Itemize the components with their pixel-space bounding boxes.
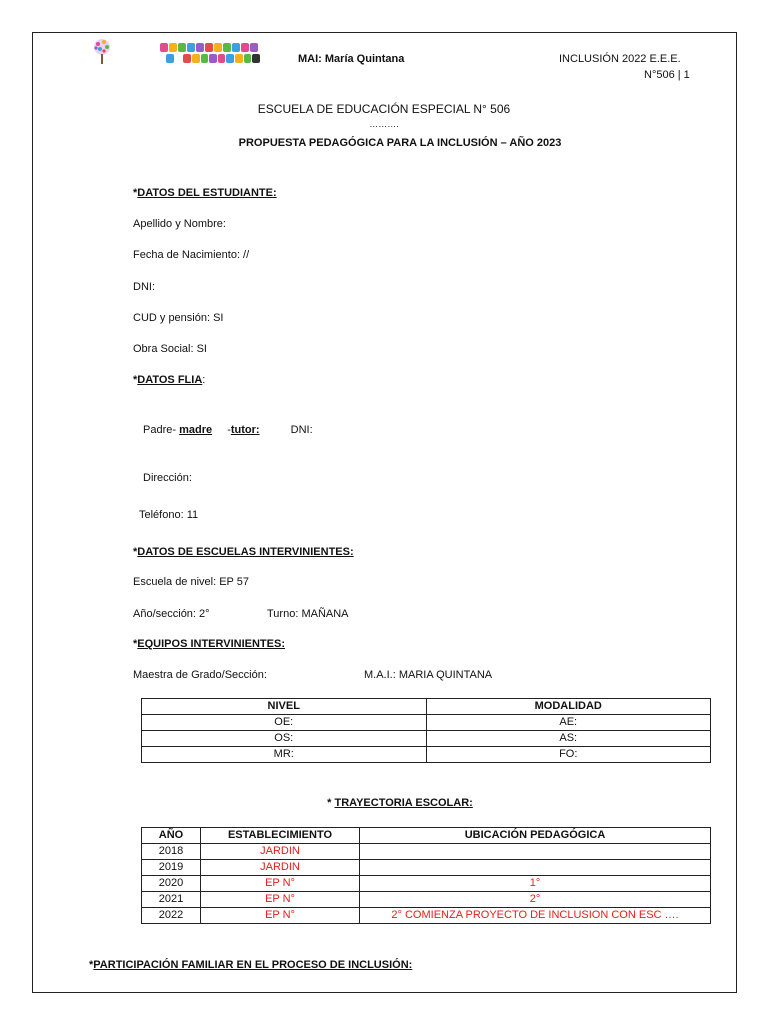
table-row (142, 892, 711, 908)
proposal-title: PROPUESTA PEDAGÓGICA PARA LA INCLUSIÓN – AÑO 2023 (238, 137, 562, 149)
schools-heading: *DATOS DE ESCUELAS INTERVINIENTES: (133, 546, 354, 558)
cell-ano: 2022 (142, 908, 201, 924)
schools-seccion: Año/sección: 2° (133, 608, 210, 620)
student-apellido: Apellido y Nombre: (133, 218, 226, 230)
teams-heading: *EQUIPOS INTERVINIENTES: (133, 638, 285, 650)
cell-ubicacion (360, 844, 711, 860)
header-ano: AÑO (142, 828, 201, 844)
cell-ubicacion: 2° (360, 892, 711, 908)
cell-establecimiento: JARDIN (201, 844, 360, 860)
table-row (142, 844, 711, 860)
school-name: ESCUELA DE EDUCACIÓN ESPECIAL N° 506 (257, 102, 511, 116)
student-cud: CUD y pensión: SI (133, 312, 224, 324)
cell-modalidad: AS: (426, 731, 711, 747)
cell-ubicacion: 2° COMIENZA PROYECTO DE INCLUSION CON ESC …. (360, 908, 711, 924)
cell-ubicacion (360, 860, 711, 876)
student-dni: DNI: (133, 281, 155, 293)
cell-ano: 2019 (142, 860, 201, 876)
header-inclusion: INCLUSIÓN 2022 E.E.E. (559, 53, 681, 65)
table-row (142, 876, 711, 892)
student-heading: *DATOS DEL ESTUDIANTE: (133, 187, 277, 199)
participation-heading: *PARTICIPACIÓN FAMILIAR EN EL PROCESO DE INCLUSIÓN: (89, 959, 413, 971)
family-telefono: Teléfono: 11 (139, 509, 199, 521)
school-dots: ………. (369, 119, 399, 129)
cell-nivel: OS: (142, 731, 427, 747)
cell-establecimiento: EP N° (201, 876, 360, 892)
cell-nivel: OE: (142, 715, 427, 731)
header-nivel: NIVEL (142, 699, 427, 715)
teams-mai: M.A.I.: MARIA QUINTANA (364, 669, 493, 681)
trajectory-table (141, 827, 711, 924)
schools-turno: Turno: MAÑANA (267, 608, 349, 620)
table-row (142, 747, 711, 763)
teams-table (141, 698, 711, 763)
flower-tree-icon (89, 38, 115, 66)
table-header-row (142, 828, 711, 844)
student-obra: Obra Social: SI (133, 343, 207, 355)
cell-modalidad: AE: (426, 715, 711, 731)
cell-establecimiento: JARDIN (201, 860, 360, 876)
header-page-number: N°506 | 1 (644, 69, 690, 81)
cell-ubicacion: 1° (360, 876, 711, 892)
cell-nivel: MR: (142, 747, 427, 763)
trajectory-heading: * TRAYECTORIA ESCOLAR: (327, 797, 473, 809)
cell-ano: 2020 (142, 876, 201, 892)
teams-maestra: Maestra de Grado/Sección: (133, 669, 267, 681)
school-logo (160, 43, 260, 65)
cell-establecimiento: EP N° (201, 908, 360, 924)
table-row (142, 731, 711, 747)
family-direccion: Dirección: (143, 472, 192, 484)
header-modalidad: MODALIDAD (426, 699, 711, 715)
header-establecimiento: ESTABLECIMIENTO (201, 828, 360, 844)
schools-escuela: Escuela de nivel: EP 57 (133, 576, 249, 588)
family-heading: *DATOS FLIA: (133, 374, 206, 386)
header-ubicacion: UBICACIÓN PEDAGÓGICA (360, 828, 711, 844)
header-mai: MAI: María Quintana (298, 53, 405, 65)
family-parent-line: Padre- madre -tutor: DNI: (143, 424, 313, 436)
cell-ano: 2018 (142, 844, 201, 860)
cell-ano: 2021 (142, 892, 201, 908)
table-row (142, 715, 711, 731)
cell-modalidad: FO: (426, 747, 711, 763)
table-row (142, 860, 711, 876)
student-fecha: Fecha de Nacimiento: // (133, 249, 250, 261)
table-header-row (142, 699, 711, 715)
table-row (142, 908, 711, 924)
cell-establecimiento: EP N° (201, 892, 360, 908)
